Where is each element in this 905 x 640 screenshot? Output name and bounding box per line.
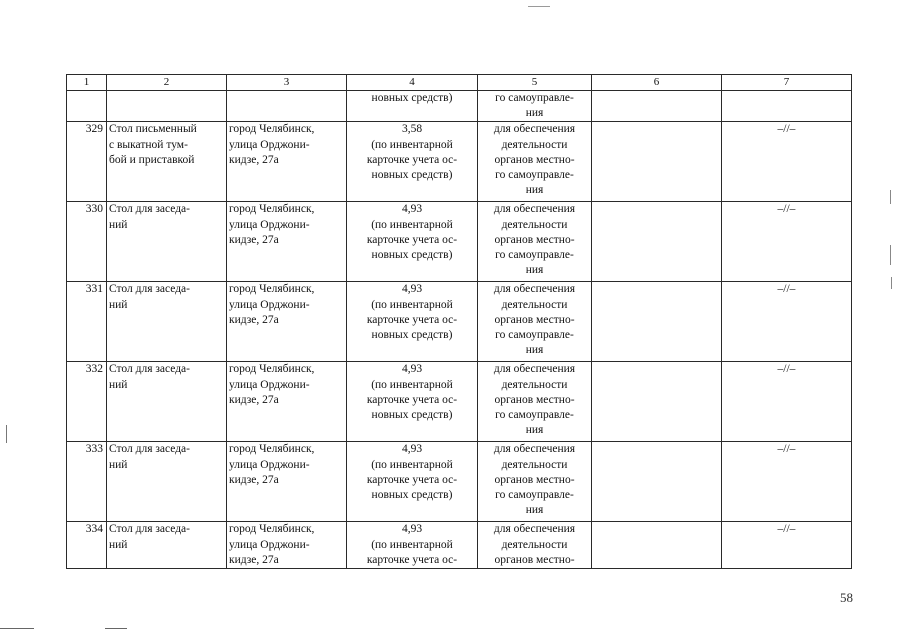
table-row bbox=[67, 522, 852, 569]
cell-num: 330 bbox=[67, 202, 107, 282]
header-col-4: 4 bbox=[347, 75, 478, 91]
cell-name: Стол для заседа- ний bbox=[107, 522, 227, 569]
cell-purpose: го самоуправле- ния bbox=[478, 91, 592, 122]
cell-num: 331 bbox=[67, 282, 107, 362]
scan-artifact-left bbox=[6, 425, 7, 443]
cell-value: 4,93 (по инвентарной карточке учета ос- bbox=[347, 522, 478, 569]
header-col-5: 5 bbox=[478, 75, 592, 91]
scan-artifact-right bbox=[890, 245, 891, 265]
scan-artifact-right bbox=[891, 277, 892, 289]
continuation-row bbox=[67, 91, 852, 122]
scan-artifact-bottom bbox=[0, 628, 34, 629]
table-row bbox=[67, 362, 852, 442]
cell-col7: –//– bbox=[722, 522, 852, 569]
cell-col6 bbox=[592, 122, 722, 202]
cell-purpose: для обеспечения деятельности органов местно- го самоуправле- ния bbox=[478, 202, 592, 282]
cell-purpose: для обеспечения деятельности органов местно- го самоуправле- ния bbox=[478, 362, 592, 442]
scan-artifact-right bbox=[890, 190, 891, 204]
scan-artifact-bottom bbox=[105, 628, 127, 629]
scan-artifact-top bbox=[528, 6, 550, 7]
cell-col7: –//– bbox=[722, 202, 852, 282]
cell-value: 4,93 (по инвентарной карточке учета ос- новных средств) bbox=[347, 202, 478, 282]
cell-address: город Челябинск, улица Орджони- кидзе, 27а bbox=[227, 362, 347, 442]
header-col-3: 3 bbox=[227, 75, 347, 91]
table-row bbox=[67, 202, 852, 282]
cell-col6 bbox=[592, 282, 722, 362]
cell-address bbox=[227, 91, 347, 122]
header-col-7: 7 bbox=[722, 75, 852, 91]
header-col-1: 1 bbox=[67, 75, 107, 91]
cell-value: новных средств) bbox=[347, 91, 478, 122]
cell-name bbox=[107, 91, 227, 122]
cell-num: 333 bbox=[67, 442, 107, 522]
cell-address: город Челябинск, улица Орджони- кидзе, 27а bbox=[227, 522, 347, 569]
cell-name: Стол письменный с выкатной тум- бой и приставкой bbox=[107, 122, 227, 202]
cell-name: Стол для заседа- ний bbox=[107, 202, 227, 282]
cell-num bbox=[67, 91, 107, 122]
cell-address: город Челябинск, улица Орджони- кидзе, 27а bbox=[227, 442, 347, 522]
cell-col6 bbox=[592, 91, 722, 122]
cell-col7: –//– bbox=[722, 282, 852, 362]
page-number: 58 bbox=[840, 590, 853, 605]
header-col-6: 6 bbox=[592, 75, 722, 91]
cell-value: 4,93 (по инвентарной карточке учета ос- новных средств) bbox=[347, 362, 478, 442]
table-row bbox=[67, 282, 852, 362]
cell-col6 bbox=[592, 202, 722, 282]
cell-num: 334 bbox=[67, 522, 107, 569]
cell-num: 332 bbox=[67, 362, 107, 442]
cell-address: город Челябинск, улица Орджони- кидзе, 27а bbox=[227, 122, 347, 202]
cell-purpose: для обеспечения деятельности органов местно- го самоуправле- ния bbox=[478, 282, 592, 362]
cell-col6 bbox=[592, 362, 722, 442]
cell-purpose: для обеспечения деятельности органов местно- го самоуправле- ния bbox=[478, 442, 592, 522]
property-register-table bbox=[66, 74, 852, 569]
cell-col6 bbox=[592, 522, 722, 569]
cell-address: город Челябинск, улица Орджони- кидзе, 27а bbox=[227, 202, 347, 282]
cell-name: Стол для заседа- ний bbox=[107, 282, 227, 362]
column-number-header-row bbox=[67, 75, 852, 91]
table-row bbox=[67, 122, 852, 202]
cell-col7 bbox=[722, 91, 852, 122]
cell-purpose: для обеспечения деятельности органов местно- го самоуправле- ния bbox=[478, 122, 592, 202]
cell-col7: –//– bbox=[722, 442, 852, 522]
cell-name: Стол для заседа- ний bbox=[107, 442, 227, 522]
cell-col7: –//– bbox=[722, 122, 852, 202]
cell-address: город Челябинск, улица Орджони- кидзе, 27а bbox=[227, 282, 347, 362]
cell-value: 4,93 (по инвентарной карточке учета ос- новных средств) bbox=[347, 282, 478, 362]
cell-value: 4,93 (по инвентарной карточке учета ос- новных средств) bbox=[347, 442, 478, 522]
cell-col6 bbox=[592, 442, 722, 522]
header-col-2: 2 bbox=[107, 75, 227, 91]
cell-name: Стол для заседа- ний bbox=[107, 362, 227, 442]
cell-value: 3,58 (по инвентарной карточке учета ос- новных средств) bbox=[347, 122, 478, 202]
cell-col7: –//– bbox=[722, 362, 852, 442]
cell-purpose: для обеспечения деятельности органов местно- bbox=[478, 522, 592, 569]
cell-num: 329 bbox=[67, 122, 107, 202]
table-row bbox=[67, 442, 852, 522]
